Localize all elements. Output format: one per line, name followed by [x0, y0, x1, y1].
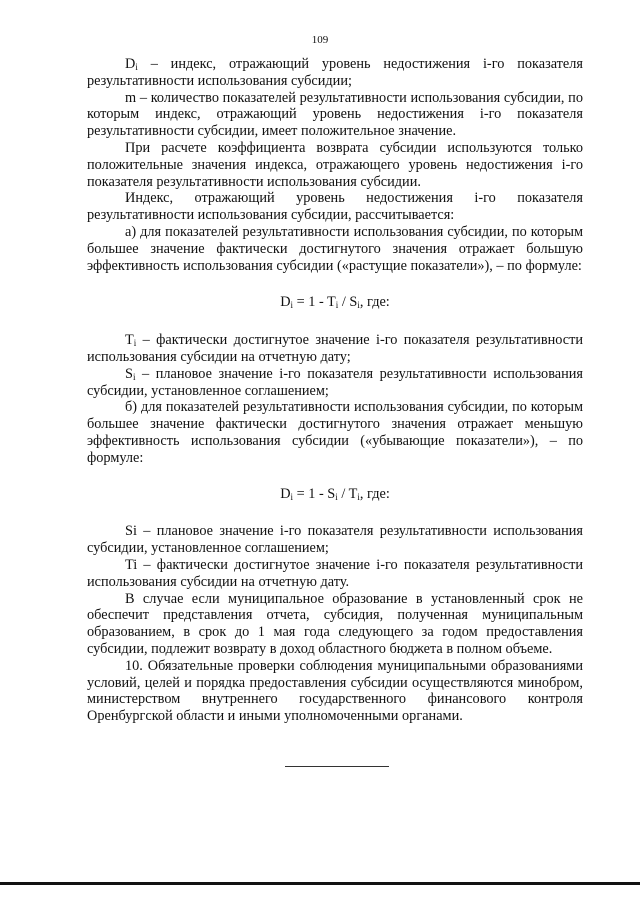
definition-m: m – количество показателей результативности использования субсидии, по которым индекс, отражающий уровень недостижения i-го показателя результативности субсидии, имеет положительное значение. — [87, 89, 583, 140]
subscript: i — [132, 371, 136, 382]
formula-part: / S — [338, 294, 358, 311]
symbol: S — [125, 365, 133, 382]
formula-growing — [87, 294, 583, 311]
symbol: D — [125, 56, 136, 72]
definition-text: – фактически достигнутое значение i-го показателя результативности использования субсидии на отчетную дату; — [87, 332, 583, 365]
page-bottom-border — [0, 882, 640, 885]
symbol: T — [125, 332, 134, 349]
definition-di — [87, 56, 583, 90]
formula-part: D — [280, 485, 291, 502]
paragraph-refund: В случае если муниципальное образование в установленный срок не обеспечит представления отчета, субсидия, полученная муниципальным образованием, в срок до 1 мая года следующего за годом предоставления субсидии, подлежит возврату в доход областного бюджета в полном объеме. — [87, 590, 583, 657]
definition-ti-2: Ti – фактически достигнутое значение i-го показателя результативности использования субсидии на отчетную дату. — [87, 556, 583, 590]
formula-sub: i — [357, 491, 360, 502]
item-a: а) для показателей результативности использования субсидии, по которым большее значение фактически достигнутого значения отражает большую эффективность использования субсидии («растущие показатели»), – по формуле: — [87, 223, 583, 274]
page-number: 109 — [311, 34, 329, 46]
formula-part: D — [280, 294, 291, 311]
definition-text: – индекс, отражающий уровень недостижения i-го показателя результативности использования субсидии; — [87, 56, 583, 89]
formula-sub: i — [335, 491, 338, 502]
formula-part: = 1 - T — [293, 294, 336, 311]
document-body — [87, 56, 583, 725]
definition-text: – плановое значение i-го показателя результативности использования субсидии, установленное соглашением; — [87, 365, 583, 399]
formula-sub: i — [335, 300, 339, 311]
formula-part: = 1 - S — [293, 485, 336, 502]
formula-sub: i — [290, 300, 294, 311]
subscript: i — [133, 338, 137, 349]
formula-sub: i — [357, 300, 360, 311]
formula-sub: i — [290, 491, 294, 502]
subscript: i — [135, 62, 138, 72]
formula-part: , где: — [359, 294, 390, 311]
paragraph-10-inspections: 10. Обязательные проверки соблюдения муниципальными образованиями условий, целей и порядка предоставления субсидии осуществляются минобром, министерством внутреннего государственного финансового контроля Оренбургской области и иными уполномоченными органами. — [87, 657, 583, 725]
formula-decreasing — [87, 486, 583, 503]
end-separator-line — [285, 766, 389, 767]
definition-ti — [87, 332, 583, 366]
paragraph-positive-values: При расчете коэффициента возврата субсидии используются только положительные значения индекса, отражающего уровень недостижения i-го показателя результативности использования субсидии. — [87, 139, 583, 190]
definition-si — [87, 366, 583, 400]
formula-part: / T — [337, 485, 358, 502]
paragraph-index-calc: Индекс, отражающий уровень недостижения i-го показателя результативности использования субсидии, рассчитывается: — [87, 190, 583, 224]
definition-si-2: Si – плановое значение i-го показателя результативности использования субсидии, установленное соглашением; — [87, 523, 583, 557]
formula-part: , где: — [359, 485, 390, 502]
item-b: б) для показателей результативности использования субсидии, по которым большее значение фактически достигнутого значения отражает меньшую эффективность использования субсидии («убывающие показатели»), – по формуле: — [87, 399, 583, 466]
